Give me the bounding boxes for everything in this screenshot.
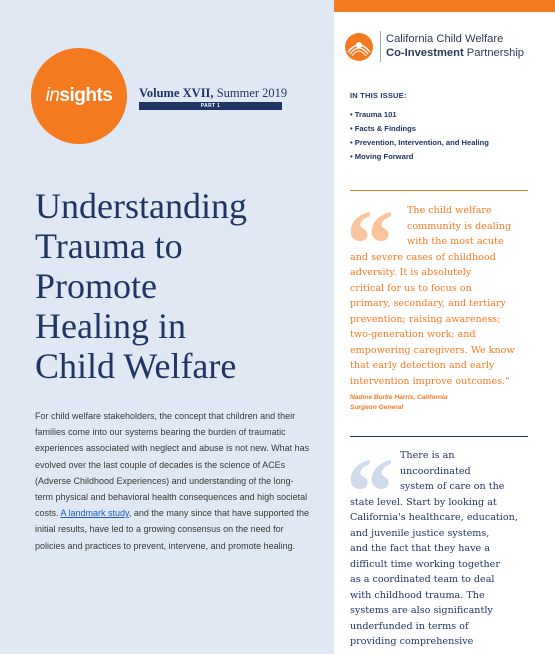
issue-item: • Prevention, Intervention, and Healing: [350, 138, 489, 147]
issue-item: • Trauma 101: [350, 110, 397, 119]
logo-divider: [380, 31, 381, 62]
sun-logo-icon: [344, 32, 374, 62]
title-line: Healing in: [35, 306, 186, 346]
pull-quote-1: The child welfare community is dealing with the most acute and severe cases of childhood adversity. It is absolutely critical for us to focus on primary, secondary, and tertiary prevention; raising awareness; two-generation work; and empowering caregivers. We know that early detection and early intervention improve outcomes.": [350, 205, 515, 387]
intro-paragraph: For child welfare stakeholders, the concept that children and their families come into our systems bearing the burden of traumatic experiences associated with neglect and abuse is not new. What has evolved over the last couple of decades is the science of ACEs (Adverse Childhood Experiences) and understanding of the long-term physical and behavioral health consequences and high societal costs. A landmark study, and the many since that have supported the initial results, have led to a growing consensus on the need for policies and practices to prevent, intervene, and promote healing.: [35, 411, 310, 551]
title-line: Promote: [35, 266, 157, 306]
title-line: Child Welfare: [35, 346, 237, 386]
insights-logo-text: insights: [45, 85, 113, 106]
insights-badge: [31, 48, 127, 144]
page-title: [35, 186, 325, 386]
part-label: PART 1: [139, 102, 282, 110]
navy-divider: [350, 436, 528, 437]
sidebar-top-bar: [334, 0, 555, 12]
issue-item: • Moving Forward: [350, 152, 414, 161]
orange-divider: [350, 190, 528, 191]
quote-attribution: Nadine Burke Harris, California Surgeon General: [350, 394, 448, 411]
volume-label: Volume XVII, Summer 2019: [139, 86, 288, 100]
in-this-issue-heading: IN THIS ISSUE:: [350, 91, 407, 100]
title-line: Understanding: [35, 186, 247, 226]
landmark-study-link[interactable]: A landmark study: [60, 508, 129, 519]
partnership-logo-text: California Child Welfare Co-Investment Partnership: [386, 33, 525, 59]
issue-item: • Facts & Findings: [350, 124, 416, 133]
issue-list: [350, 108, 489, 164]
pull-quote-2: There is an uncoordinated system of care on the state level. Start by looking at California's healthcare, education, and juvenile justice systems, and the fact that they have a difficult time working together as a coordinated team to deal with childhood trauma. The systems are also significantly underfunded in terms of providing comprehensive: [350, 450, 518, 647]
title-line: Trauma to: [35, 226, 183, 266]
